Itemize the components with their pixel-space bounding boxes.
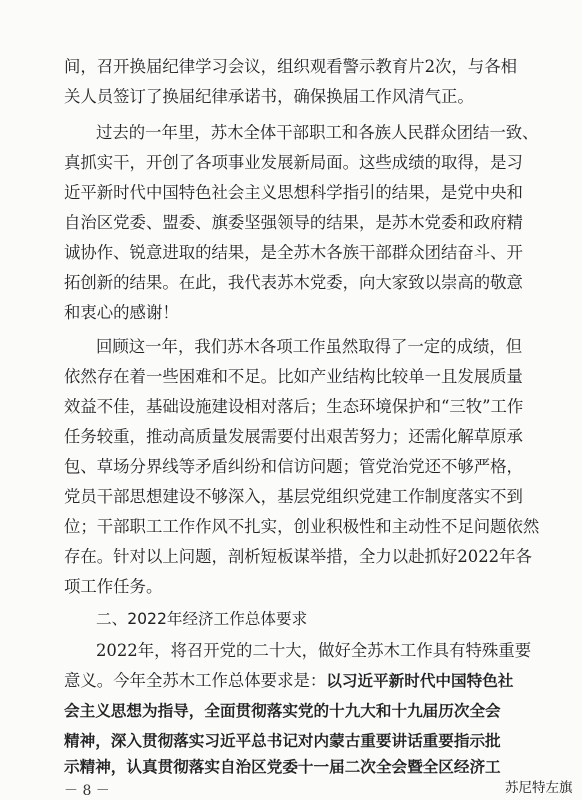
body-line-22: 会主义思想为指导，全面贯彻落实党的十九大和十九届历次全会 [64,702,501,720]
body-line-7: 诚协作、锐意进取的结果，是全苏木各族干部群众团结奋斗、开 [64,243,523,262]
body-line-5: 近平新时代中国特色社会主义思想科学指引的结果，是党中央和 [64,183,523,202]
page-number: － 8 － [64,783,110,799]
body-line-21-normal: 意义。今年全苏木工作总体要求是： [64,671,327,690]
body-line-8: 拓创新的结果。在此，我代表苏木党委，向大家致以崇高的敬意 [64,273,523,292]
body-line-20: 2022年，将召开党的二十大，做好全苏木工作具有特殊重要 [96,641,532,660]
body-line-17: 存在。针对以上问题，剖析短板谋举措，全力以赴抓好2022年各 [64,547,532,566]
body-line-21-bold: 以习近平新时代中国特色社 [326,672,514,690]
body-line-13: 任务较重，推动高质量发展需要付出艰苦努力；还需化解草原承 [64,427,523,446]
body-line-15: 党员干部思想建设不够深入，基层党组织党建工作制度落实不到 [64,487,523,506]
body-line-24: 示精神，认真贯彻落实自治区党委十一届二次全会暨全区经济工 [64,758,501,776]
body-line-4: 真抓实干，开创了各项事业发展新局面。这些成绩的取得，是习 [64,153,523,172]
body-line-23: 精神，深入贯彻落实习近平总书记对内蒙古重要讲话重要指示批 [64,732,501,750]
body-line-18: 项工作任务。 [64,577,163,596]
body-line-2: 关人员签订了换届纪律承诺书，确保换届工作风清气正。 [64,87,474,106]
body-line-11: 依然存在着一些困难和不足。比如产业结构比较单一且发展质量 [64,367,523,386]
body-line-12: 效益不佳，基础设施建设相对落后；生态环境保护和“三牧”工作 [64,397,524,416]
section-heading: 二、2022年经济工作总体要求 [96,610,308,628]
body-line-10: 回顾这一年，我们苏木各项工作虽然取得了一定的成绩，但 [96,337,523,356]
body-line-9: 和衷心的感谢！ [64,303,179,322]
body-line-16: 位；干部职工工作作风不扎实，创业积极性和主动性不足问题依然 [64,517,540,536]
source-watermark: 苏尼特左旗 [505,780,573,796]
body-line-3: 过去的一年里，苏木全体干部职工和各族人民群众团结一致、 [96,123,539,142]
body-line-14: 包、草场分界线等矛盾纠纷和信访问题；管党治党还不够严格， [64,457,523,476]
body-line-6: 自治区党委、盟委、旗委坚强领导的结果，是苏木党委和政府精 [64,213,523,232]
body-line-21 [64,666,513,696]
body-line-1: 间，召开换届纪律学习会议，组织观看警示教育片2次，与各相 [64,57,517,76]
